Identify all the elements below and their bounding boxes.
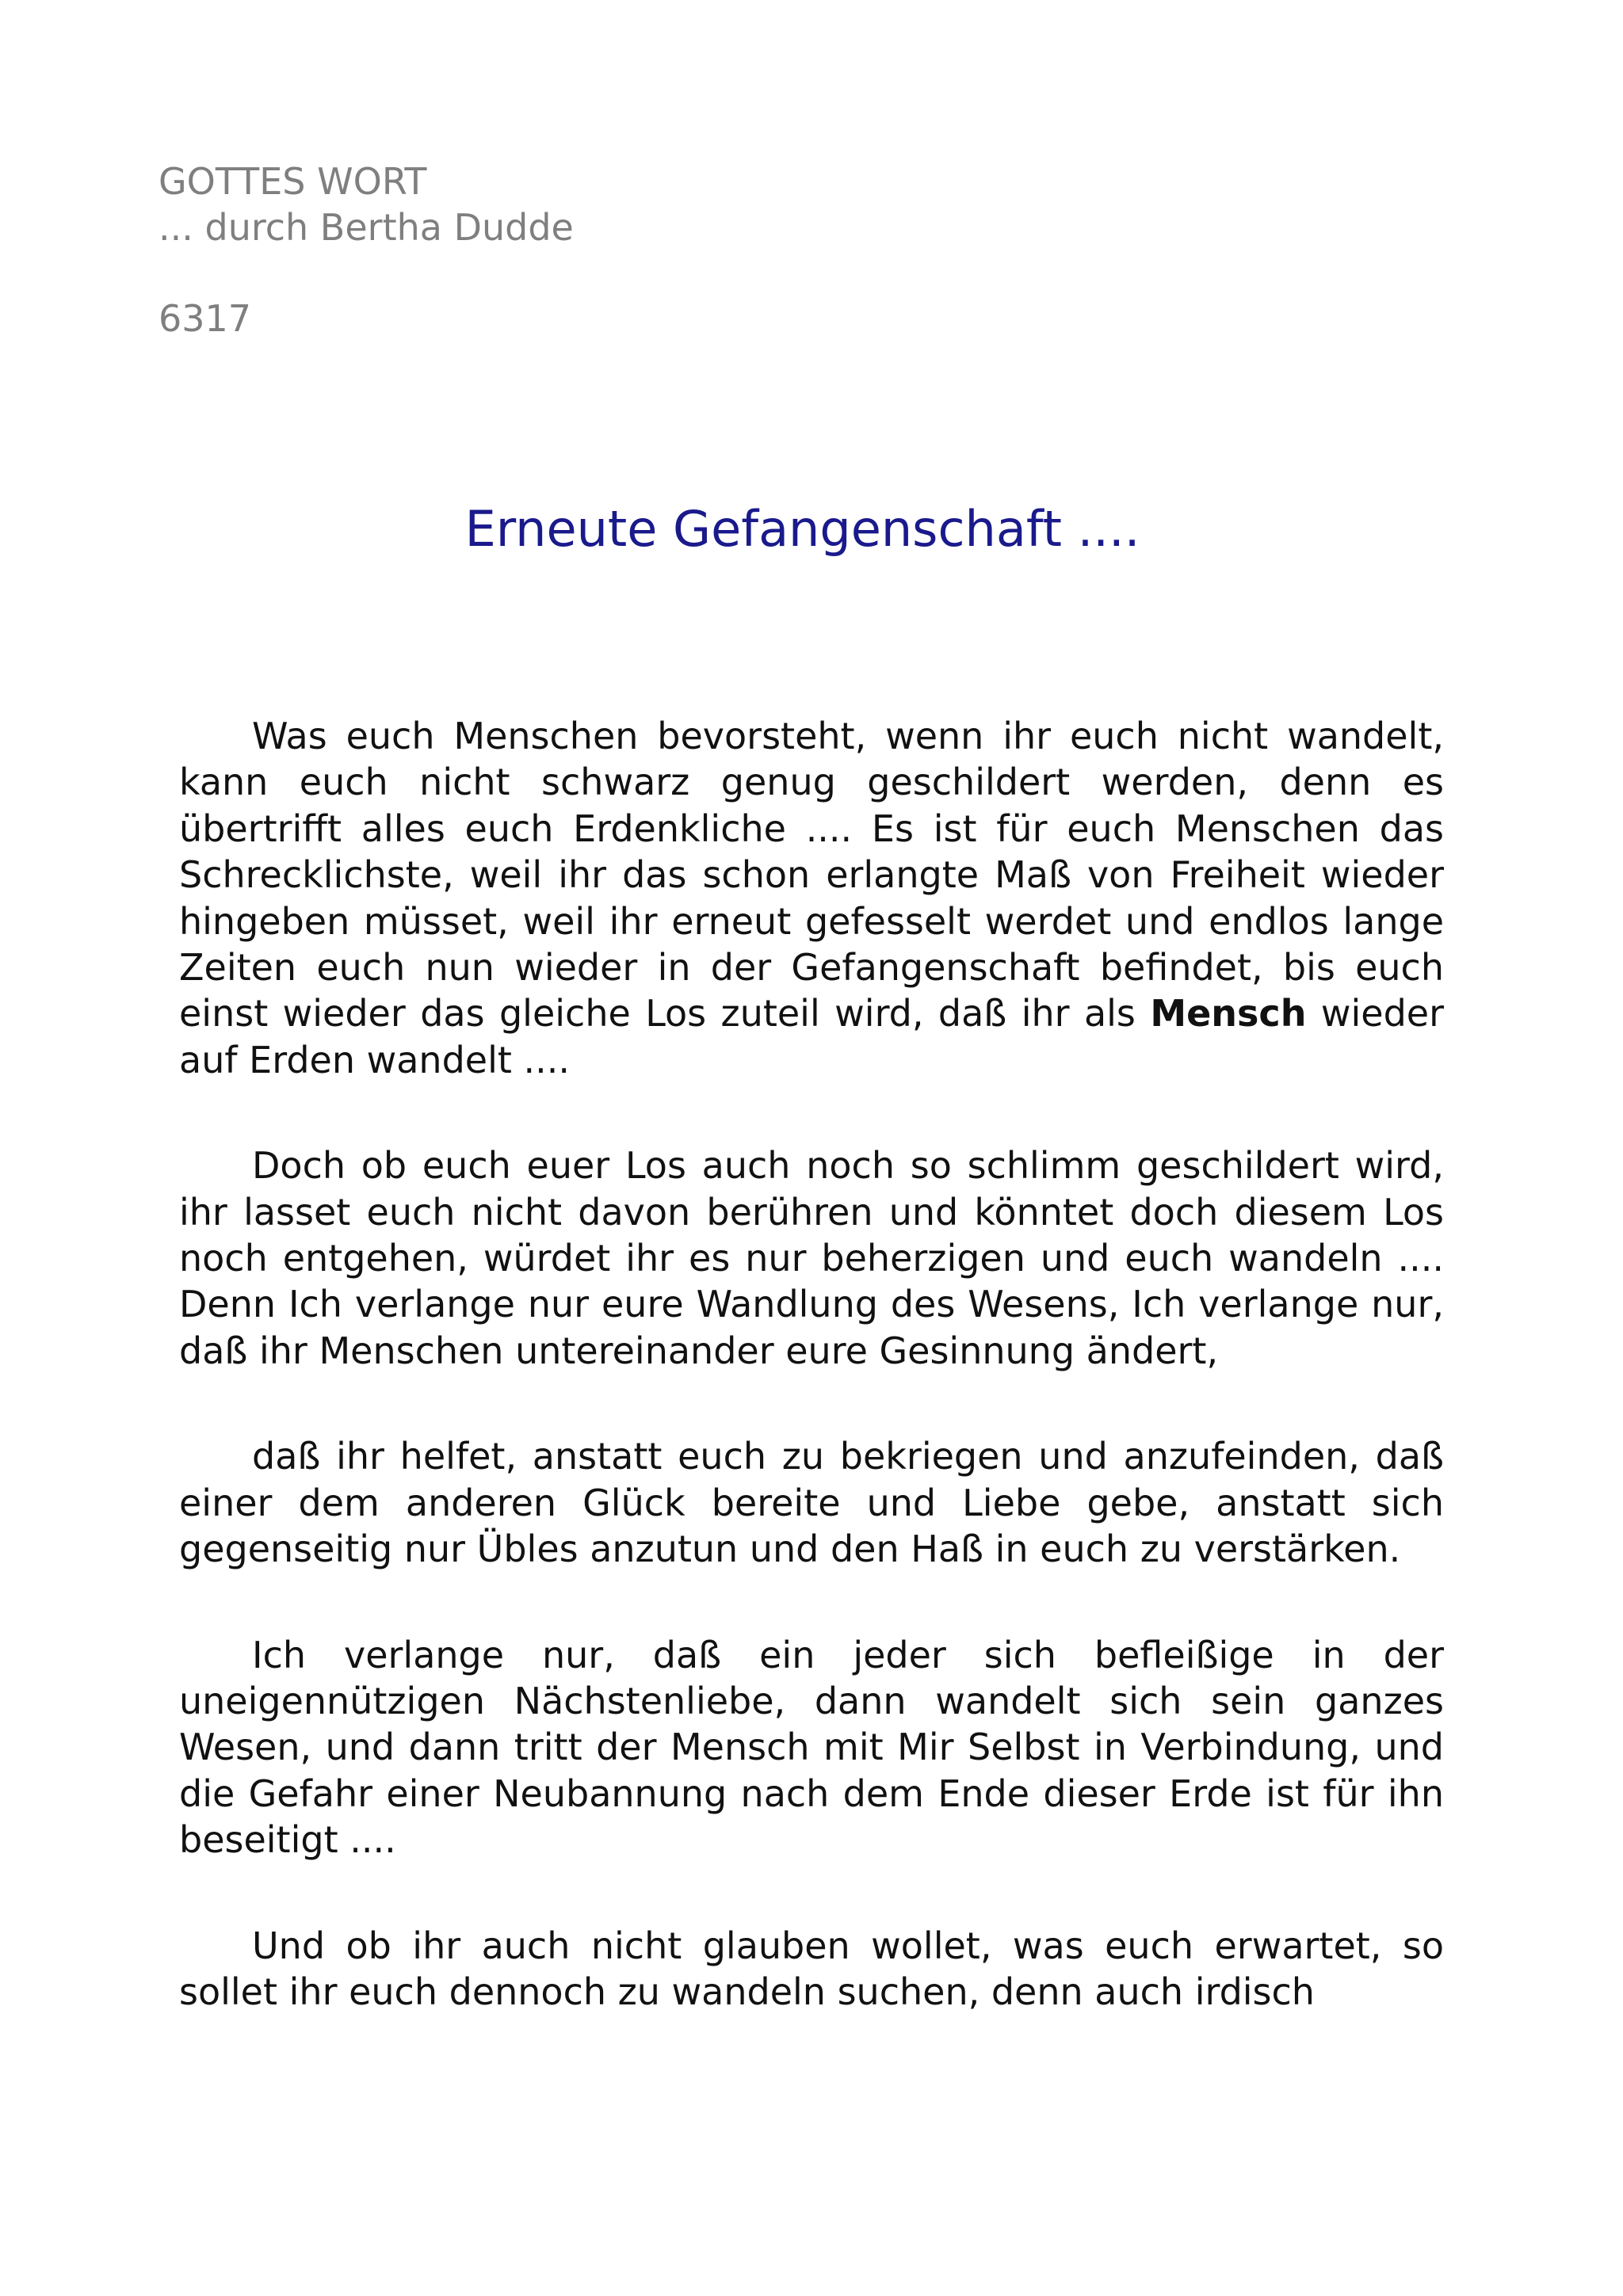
- paragraph-5: Und ob ihr auch nicht glauben wollet, was euch erwartet, so sollet ihr euch dennoch zu wandeln suchen, denn auch irdisch: [179, 1924, 1444, 2013]
- message-number: 6317: [158, 297, 252, 340]
- paragraph-4: Ich verlange nur, daß ein jeder sich befleißige in der uneigennützigen Nächstenliebe, dann wandelt sich sein ganzes Wesen, und dann tritt der Mensch mit Mir Selbst in Verbindung, und die Gefahr einer Neubannung nach dem Ende dieser Erde ist für ihn beseitigt ....: [179, 1633, 1444, 1862]
- document-title: Erneute Gefangenschaft ....: [464, 500, 1140, 558]
- source-label: GOTTES WORT: [158, 160, 427, 203]
- paragraph-1-text-end: wieder auf Erden wandelt ....: [179, 992, 1444, 1081]
- paragraph-1-text: Was euch Menschen bevorsteht, wenn ihr euch nicht wandelt, kann euch nicht schwarz genug geschildert werden, denn es übertrifft alles euch Erdenkliche .... Es ist für euch Menschen das Schrecklichste, weil ihr das schon erlangte Maß von Freiheit wieder hingeben müsset, weil ihr erneut gefesselt werdet und endlos lange Zeiten euch nun wieder in der Gefangenschaft befindet, bis euch einst wieder das gleiche Los zuteil wird, daß ihr als: [179, 715, 1444, 1035]
- document-body: [179, 713, 1444, 2074]
- emphasis-mensch: Mensch: [1150, 992, 1307, 1035]
- author-line: ... durch Bertha Dudde: [158, 206, 574, 249]
- document-header: [158, 158, 574, 341]
- paragraph-3: daß ihr helfet, anstatt euch zu bekriegen und anzufeinden, daß einer dem anderen Glück bereite und Liebe gebe, anstatt sich gegenseitig nur Übles anzutun und den Haß in euch zu verstärken.: [179, 1435, 1444, 1571]
- paragraph-1: [179, 713, 1444, 1083]
- paragraph-2: Doch ob euch euer Los auch noch so schlimm geschildert wird, ihr lasset euch nicht davon berühren und könntet doch diesem Los noch entgehen, würdet ihr es nur beherzigen und euch wandeln .... Denn Ich verlange nur eure Wandlung des Wesens, Ich verlange nur, daß ihr Menschen untereinander eure Gesinnung ändert,: [179, 1144, 1444, 1372]
